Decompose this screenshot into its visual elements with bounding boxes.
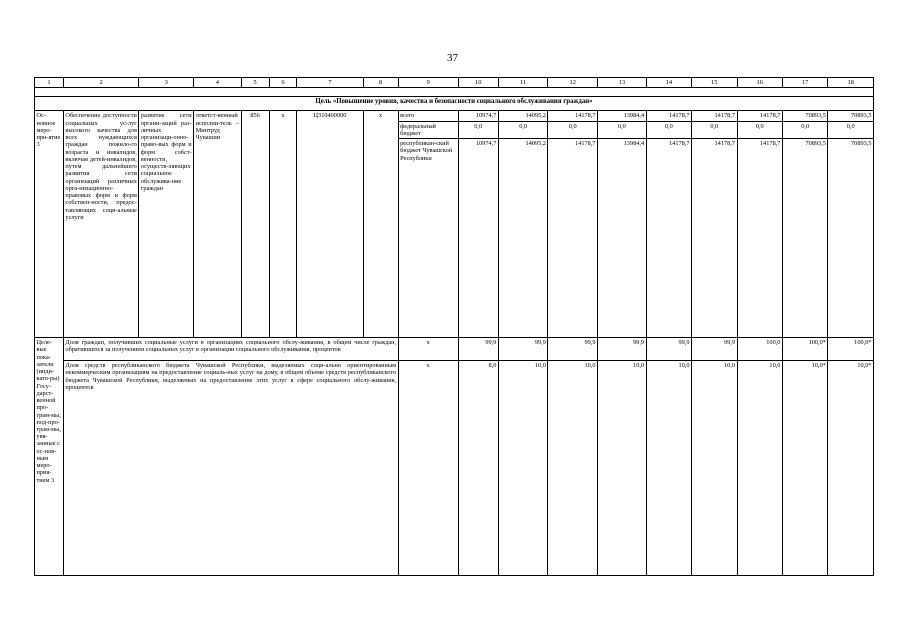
column-number: 10 bbox=[458, 78, 498, 88]
funding-value: 0,0 bbox=[782, 121, 827, 138]
column-number: 8 bbox=[363, 78, 398, 88]
indicator-value: 99,9 bbox=[692, 338, 737, 361]
indicator-row bbox=[35, 361, 874, 576]
indicator-value: 100,0* bbox=[828, 338, 874, 361]
goal-row bbox=[35, 97, 874, 111]
column-number: 12 bbox=[548, 78, 598, 88]
event-description: Обеспечение доступности социальных ус-луг высокого качества для всех нуждающихся граждан пожило-го возраста и инвалидов, включая детей-инвалидов, путем дальнейшего развития сети организаций различных орга-низационно-правовых форм и форм собствен-ности, предос-тавляющих соци-альные услуги bbox=[63, 111, 138, 338]
funding-value: 13984,4 bbox=[598, 111, 647, 121]
funding-value: 0,0 bbox=[692, 121, 737, 138]
funding-value: 14178,7 bbox=[646, 139, 691, 338]
indicator-value: 10,0* bbox=[782, 361, 827, 576]
funding-value: 14178,7 bbox=[646, 111, 691, 121]
goal-title: Цель «Повышение уровня, качества и безопасности социального обслуживания граждан» bbox=[35, 97, 874, 111]
funding-value: 70893,5 bbox=[828, 139, 874, 338]
indicator-value: 99,9 bbox=[646, 338, 691, 361]
column-number: 13 bbox=[598, 78, 647, 88]
event-code-grbs: 856 bbox=[241, 111, 269, 338]
column-number: 16 bbox=[737, 78, 782, 88]
funding-value: 14095,2 bbox=[498, 139, 548, 338]
indicator-value: 10,0 bbox=[646, 361, 691, 576]
funding-value: 14178,7 bbox=[692, 139, 737, 338]
funding-value: 14095,2 bbox=[498, 111, 548, 121]
funding-source: республикан-ский бюджет Чувашской Республики bbox=[398, 139, 458, 338]
funding-value: 13984,4 bbox=[598, 139, 647, 338]
funding-value: 14178,7 bbox=[737, 139, 782, 338]
column-number: 5 bbox=[241, 78, 269, 88]
funding-value: 70893,5 bbox=[782, 111, 827, 121]
indicator-value: 10,0 bbox=[598, 361, 647, 576]
indicator-value: 99,9 bbox=[548, 338, 598, 361]
column-numbers-row bbox=[35, 78, 874, 88]
event-name: Ос-новное меро-при-ятие 3 bbox=[35, 111, 64, 338]
event-code-section: х bbox=[269, 111, 297, 338]
column-number: 3 bbox=[139, 78, 194, 88]
program-table bbox=[34, 77, 874, 576]
indicator-value: 10,0 bbox=[692, 361, 737, 576]
event-code-type: х bbox=[363, 111, 398, 338]
column-number: 4 bbox=[194, 78, 242, 88]
funding-value: 70893,5 bbox=[828, 111, 874, 121]
column-number: 7 bbox=[297, 78, 363, 88]
indicator-value: 10,0 bbox=[548, 361, 598, 576]
indicator-value: 99,9 bbox=[458, 338, 498, 361]
indicator-value: 99,9 bbox=[498, 338, 548, 361]
funding-value: 14178,7 bbox=[692, 111, 737, 121]
column-number: 15 bbox=[692, 78, 737, 88]
indicator-value: 10,0 bbox=[737, 361, 782, 576]
funding-value: 0,0 bbox=[548, 121, 598, 138]
funding-value: 10974,7 bbox=[458, 111, 498, 121]
column-number: 2 bbox=[63, 78, 138, 88]
column-number: 17 bbox=[782, 78, 827, 88]
column-number: 1 bbox=[35, 78, 64, 88]
column-number: 14 bbox=[646, 78, 691, 88]
funding-value: 0,0 bbox=[498, 121, 548, 138]
indicator-col9: х bbox=[398, 361, 458, 576]
indicator-value: 100,0 bbox=[737, 338, 782, 361]
column-number: 9 bbox=[398, 78, 458, 88]
event-task: развитие сети органи-заций раз-личных организаци-онно-право-вых форм и форм собст-венности, осуществ-ляющих социальное обслужива-ние граждан bbox=[139, 111, 194, 338]
indicator-text: Доля средств республиканского бюджета Чувашской Республики, выделяемых соци-ально ориентированным некоммерческим организациям на предоставление социаль-ных услуг на дому, в общем объеме средств республиканского бюджета Чувашской Республики, выделяемых на предоставление этих услуг в сфере социального обслу-живания, процентов bbox=[63, 361, 398, 576]
funding-value: 0,0 bbox=[646, 121, 691, 138]
indicator-value: 100,0* bbox=[782, 338, 827, 361]
indicators-label: Целе-вые пока-затели (инди-като-ры) Госу-дарст-венной про-грам-мы, под-про-грам-мы, увя-занные с ос-нов-ным меро-прия-тием 3 bbox=[35, 338, 64, 576]
column-number: 11 bbox=[498, 78, 548, 88]
event-code-target: Ц310400000 bbox=[297, 111, 363, 338]
funding-value: 14178,7 bbox=[548, 111, 598, 121]
indicator-text: Доля граждан, получивших социальные услуги в организациях социального обслу-живания, в общем числе граждан, обратившихся за получением социальных услуг в организации социального обслуживания, процентов bbox=[63, 338, 398, 361]
event-row bbox=[35, 111, 874, 121]
page-number: 37 bbox=[447, 52, 458, 64]
funding-value: 14178,7 bbox=[548, 139, 598, 338]
indicator-value: 10,0* bbox=[828, 361, 874, 576]
funding-source: федеральный бюджет bbox=[398, 121, 458, 138]
event-responsible: ответст-венный исполни-тель – Минтруд Чувашии bbox=[194, 111, 242, 338]
funding-value: 70893,5 bbox=[782, 139, 827, 338]
indicator-value: 10,0 bbox=[498, 361, 548, 576]
funding-value: 0,0 bbox=[458, 121, 498, 138]
column-number: 6 bbox=[269, 78, 297, 88]
column-number: 18 bbox=[828, 78, 874, 88]
spacer-row bbox=[35, 88, 874, 97]
indicator-value: 8,0 bbox=[458, 361, 498, 576]
funding-source: всего bbox=[398, 111, 458, 121]
funding-value: 0,0 bbox=[598, 121, 647, 138]
indicator-col9: х bbox=[398, 338, 458, 361]
funding-value: 14178,7 bbox=[737, 111, 782, 121]
funding-value: 10974,7 bbox=[458, 139, 498, 338]
indicator-value: 99,9 bbox=[598, 338, 647, 361]
funding-value: 0,0 bbox=[828, 121, 874, 138]
indicator-row bbox=[35, 338, 874, 361]
funding-value: 0,0 bbox=[737, 121, 782, 138]
